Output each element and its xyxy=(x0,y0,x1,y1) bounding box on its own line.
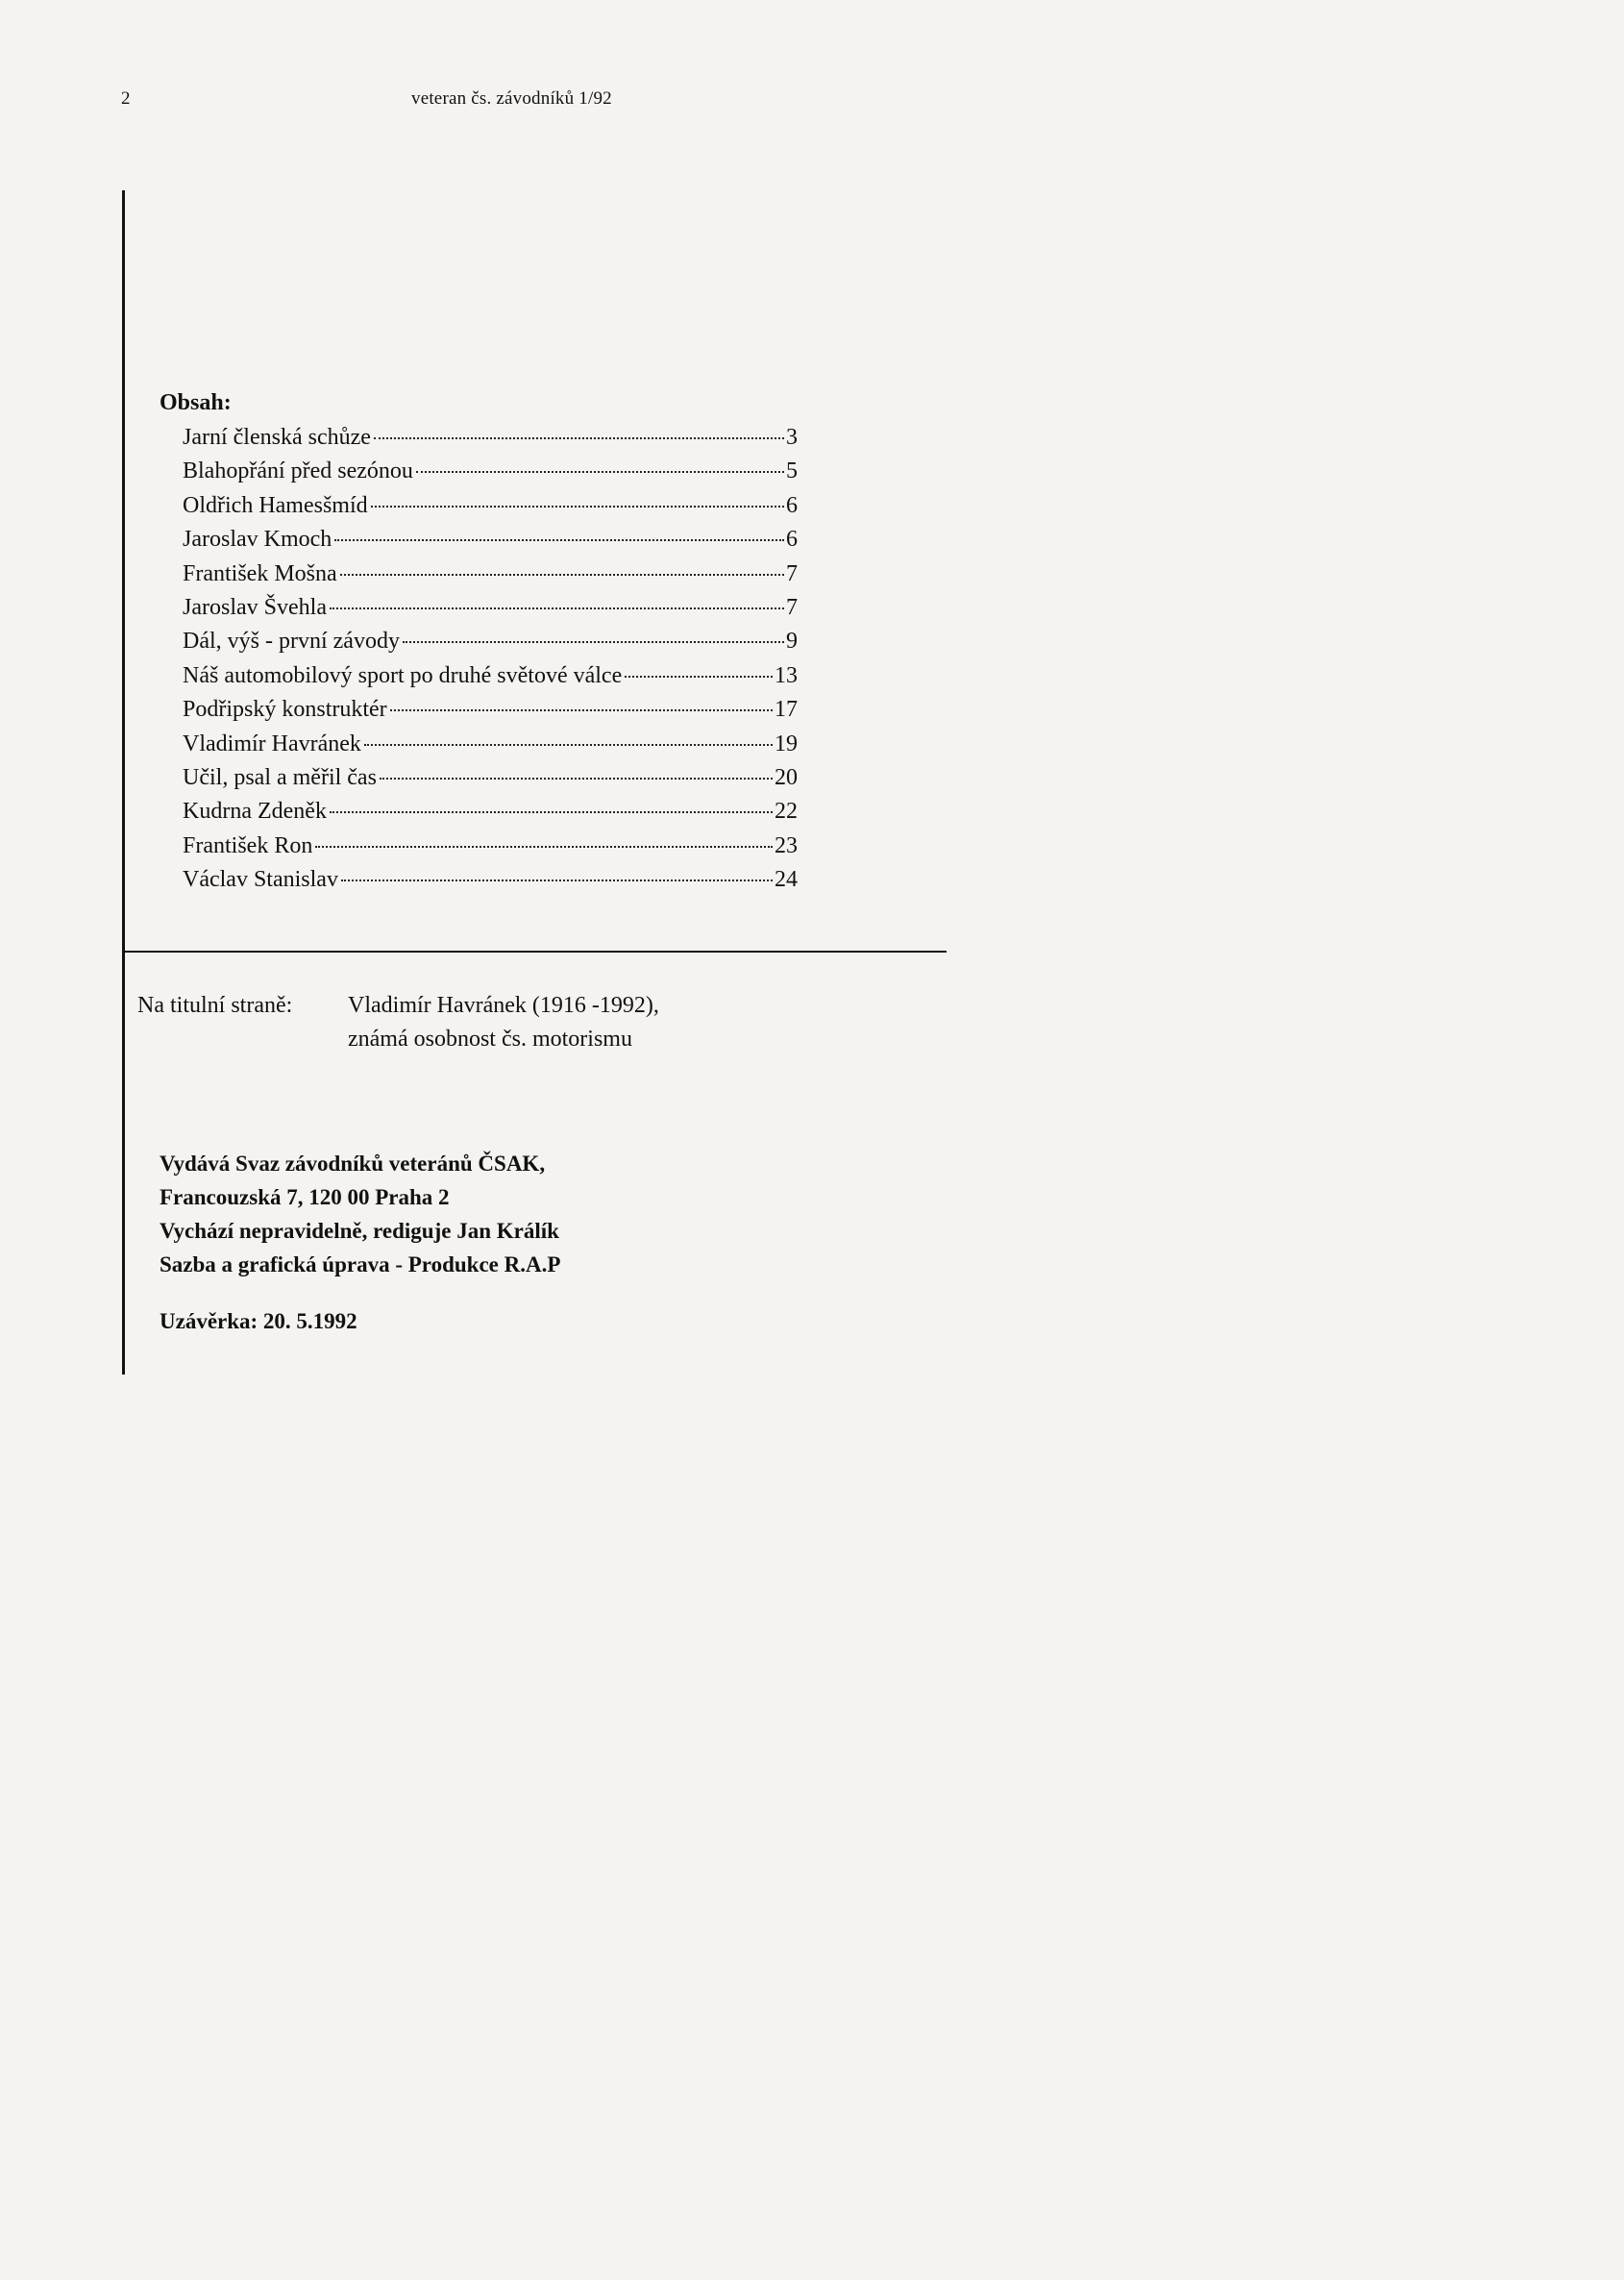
imprint-block xyxy=(160,1147,560,1281)
toc-entry-title: Kudrna Zdeněk xyxy=(183,799,327,825)
toc-entry-title: Jarní členská schůze xyxy=(183,425,371,450)
toc-entry-title: František Mošna xyxy=(183,560,337,586)
toc-entry-title: Náš automobilový sport po druhé světové válce xyxy=(183,662,623,688)
toc-entry[interactable] xyxy=(183,728,798,761)
dot-leader xyxy=(416,471,784,473)
toc-entry-page: 13 xyxy=(775,662,798,688)
running-title: veteran čs. závodníků 1/92 xyxy=(411,88,612,109)
toc-entry-title: Dál, výš - první závody xyxy=(183,629,400,655)
toc-entry-page: 7 xyxy=(786,594,798,620)
toc-heading: Obsah: xyxy=(160,390,232,415)
dot-leader xyxy=(315,846,773,848)
dot-leader xyxy=(330,811,773,813)
toc-entry-page: 20 xyxy=(775,764,798,790)
dot-leader xyxy=(371,506,784,508)
toc-entry-title: Vladimír Havránek xyxy=(183,731,361,756)
toc-entry-page: 19 xyxy=(775,731,798,756)
toc-entry[interactable] xyxy=(183,489,798,523)
toc-entry[interactable] xyxy=(183,659,798,693)
toc-entry-title: Podřipský konstruktér xyxy=(183,697,387,723)
imprint-line: Francouzská 7, 120 00 Praha 2 xyxy=(160,1185,450,1209)
toc-entry[interactable] xyxy=(183,693,798,727)
dot-leader xyxy=(334,539,784,541)
toc-entry[interactable] xyxy=(183,795,798,829)
vertical-rule xyxy=(122,190,125,1375)
toc-entry[interactable] xyxy=(183,863,798,897)
dot-leader xyxy=(340,574,784,576)
page-number: 2 xyxy=(121,88,131,109)
toc-entry-title: Učil, psal a měřil čas xyxy=(183,764,377,790)
toc-entry-page: 9 xyxy=(786,629,798,655)
imprint-line: Vydává Svaz závodníků veteránů ČSAK, xyxy=(160,1152,546,1176)
dot-leader xyxy=(341,880,773,881)
toc-entry[interactable] xyxy=(183,591,798,625)
toc-entry-page: 17 xyxy=(775,697,798,723)
dot-leader xyxy=(364,744,773,746)
dot-leader xyxy=(374,437,784,439)
toc-entry-page: 22 xyxy=(775,799,798,825)
toc-entry[interactable] xyxy=(183,421,798,455)
toc-entry[interactable] xyxy=(183,625,798,658)
toc-entry[interactable] xyxy=(183,523,798,557)
toc-entry-page: 6 xyxy=(786,527,798,553)
toc-entry-title: Václav Stanislav xyxy=(183,867,338,893)
toc-entry[interactable] xyxy=(183,830,798,863)
dot-leader xyxy=(330,607,784,609)
toc-entry-title: Jaroslav Kmoch xyxy=(183,527,332,553)
table-of-contents xyxy=(183,421,798,897)
dot-leader xyxy=(390,709,773,711)
toc-entry-page: 3 xyxy=(786,425,798,450)
cover-caption-line: známá osobnost čs. motorismu xyxy=(348,1027,632,1052)
dot-leader xyxy=(625,676,773,678)
toc-entry-title: Oldřich Hamesšmíd xyxy=(183,492,368,518)
cover-caption-line: Vladimír Havránek (1916 -1992), xyxy=(348,993,659,1018)
imprint-line: Vychází nepravidelně, rediguje Jan Králík xyxy=(160,1219,559,1243)
cover-caption-label: Na titulní straně: xyxy=(137,993,293,1018)
toc-entry-page: 24 xyxy=(775,867,798,893)
toc-entry-title: Jaroslav Švehla xyxy=(183,594,327,620)
toc-entry[interactable] xyxy=(183,558,798,591)
dot-leader xyxy=(403,641,784,643)
toc-entry-title: Blahopřání před sezónou xyxy=(183,458,413,484)
toc-entry-page: 5 xyxy=(786,458,798,484)
deadline-note: Uzávěrka: 20. 5.1992 xyxy=(160,1309,357,1333)
toc-entry-page: 7 xyxy=(786,560,798,586)
toc-entry-page: 23 xyxy=(775,832,798,858)
cover-caption-text xyxy=(348,989,659,1056)
toc-entry[interactable] xyxy=(183,455,798,488)
toc-entry-title: František Ron xyxy=(183,832,313,858)
toc-entry-page: 6 xyxy=(786,492,798,518)
imprint-line: Sazba a grafická úprava - Produkce R.A.P xyxy=(160,1252,561,1276)
horizontal-rule xyxy=(122,951,947,953)
dot-leader xyxy=(380,778,773,780)
toc-entry[interactable] xyxy=(183,761,798,795)
